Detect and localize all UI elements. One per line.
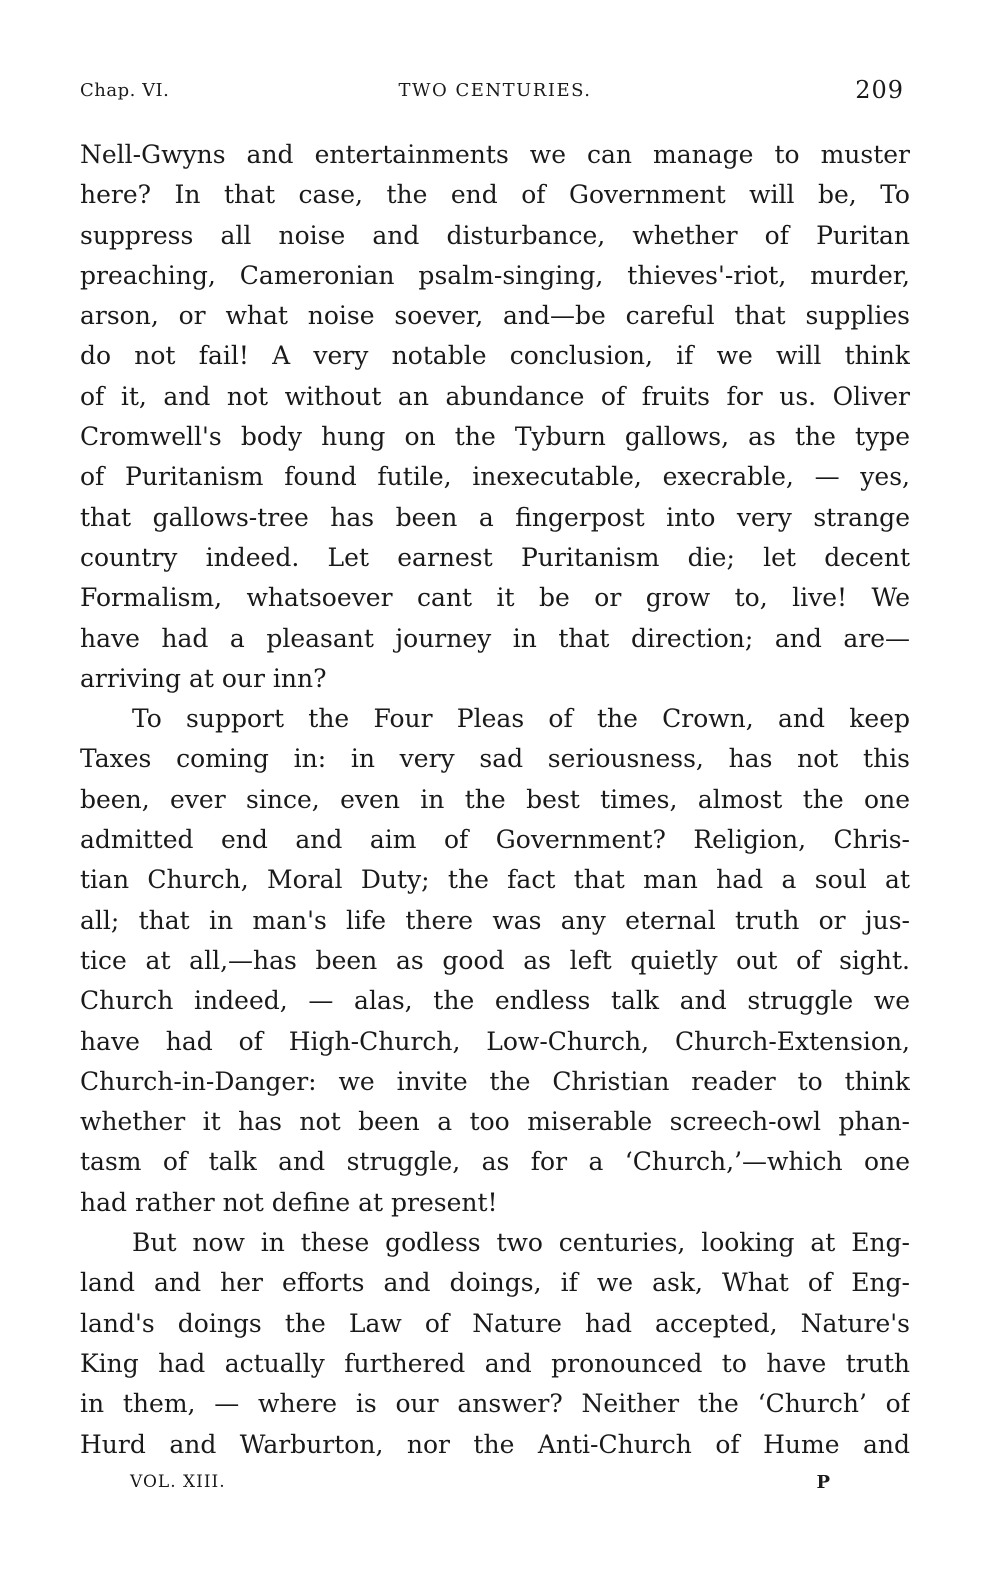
text-line: been, ever since, even in the best times, almost the one [80,784,910,814]
text-line: land and her efforts and doings, if we ask, What of Eng- [80,1268,910,1298]
text-line: Formalism, whatsoever cant it be or grow to, live! We [80,583,910,613]
text-line: preaching, Cameronian psalm-singing, thieves'-riot, murder, [80,260,910,290]
text-line: Church-in-Danger: we invite the Christian reader to think [80,1066,910,1096]
running-title: TWO CENTURIES. [398,80,592,101]
text-line: do not fail! A very notable conclusion, if we will think [80,341,910,371]
chapter-label: Chap. VI. [80,80,170,101]
text-line: of Puritanism found futile, inexecutable, execrable, — yes, [80,462,910,492]
paragraph [80,135,910,699]
text-line: Hurd and Warburton, nor the Anti-Church of Hume and [80,1429,910,1459]
text-line: all; that in man's life there was any eternal truth or jus- [80,905,910,935]
text-line: have had a pleasant journey in that direction; and are— [80,623,910,653]
text-line: had rather not define at present! [80,1187,498,1217]
text-line: that gallows-tree has been a fingerpost into very strange [80,502,910,532]
paragraph [80,1223,910,1465]
text-line: have had of High-Church, Low-Church, Church-Extension, [80,1026,910,1056]
body-text [80,135,910,1465]
text-line: country indeed. Let earnest Puritanism die; let decent [80,542,910,572]
text-line: Church indeed, — alas, the endless talk and struggle we [80,986,910,1016]
text-line: here? In that case, the end of Government will be, To [80,180,910,210]
text-line: King had actually furthered and pronounced to have truth [80,1348,910,1378]
text-line: tian Church, Moral Duty; the fact that man had a soul at [80,865,910,895]
volume-label: VOL. XIII. [130,1472,226,1492]
text-line: in them, — where is our answer? Neither the ‘Church’ of [80,1389,910,1419]
text-line: of it, and not without an abundance of fruits for us. Oliver [80,381,910,411]
text-line: To support the Four Pleas of the Crown, and keep [132,704,910,734]
page-footer [130,1472,830,1502]
text-line: Cromwell's body hung on the Tyburn gallows, as the type [80,422,910,452]
text-line: tice at all,—has been as good as left quietly out of sight. [80,945,910,975]
text-line: suppress all noise and disturbance, whether of Puritan [80,220,910,250]
text-line: Taxes coming in: in very sad seriousness, has not this [80,744,910,774]
text-line: tasm of talk and struggle, as for a ‘Church,’—which one [80,1147,910,1177]
paragraph [80,699,910,1223]
signature-mark: P [816,1472,830,1493]
text-line: land's doings the Law of Nature had accepted, Nature's [80,1308,910,1338]
text-line: admitted end and aim of Government? Religion, Chris- [80,825,910,855]
running-head [80,76,910,106]
page-number: 209 [855,76,904,104]
text-line: arson, or what noise soever, and—be careful that supplies [80,301,910,331]
text-line: But now in these godless two centuries, looking at Eng- [132,1228,910,1258]
text-line: arriving at our inn? [80,663,327,693]
text-line: whether it has not been a too miserable screech-owl phan- [80,1107,910,1137]
text-line: Nell-Gwyns and entertainments we can manage to muster [80,140,910,169]
